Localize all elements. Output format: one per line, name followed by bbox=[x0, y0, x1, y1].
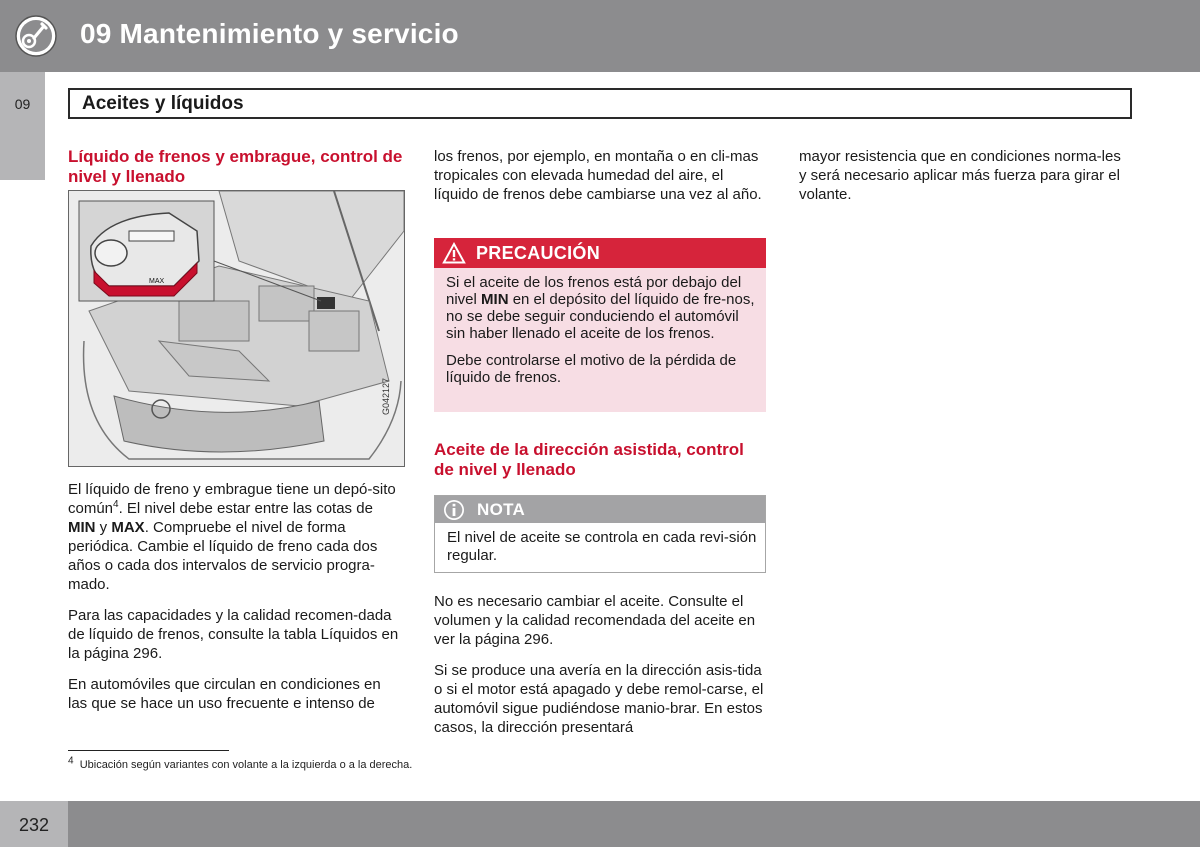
brake-fluid-subheading: Líquido de frenos y embrague, control de nivel y llenado bbox=[68, 147, 403, 186]
column-1-heading bbox=[68, 147, 403, 187]
text: en el depósito del líquido de fre-nos, no se debe seguir conduciendo el automóvil sin haber llenado el aceite de los frenos. bbox=[446, 291, 755, 342]
info-icon bbox=[443, 499, 465, 521]
paragraph: Debe controlarse el motivo de la pérdida de líquido de frenos. bbox=[446, 352, 737, 386]
power-steering-subheading: Aceite de la dirección asistida, control de nivel y llenado bbox=[434, 440, 744, 479]
paragraph: mayor resistencia que en condiciones norma-les y será necesario aplicar más fuerza para girar el volante. bbox=[799, 148, 1121, 203]
svg-text:MAX: MAX bbox=[149, 278, 165, 285]
engine-bay-illustration bbox=[68, 190, 405, 467]
paragraph: Para las capacidades y la calidad recomen-dada de líquido de frenos, consulte la tabla Líquidos en la página 296. bbox=[68, 607, 399, 662]
chapter-tab bbox=[0, 72, 45, 180]
footer-bar bbox=[0, 801, 1200, 847]
min-label: MIN bbox=[68, 519, 96, 536]
paragraph bbox=[68, 480, 403, 594]
warning-body bbox=[446, 274, 758, 396]
paragraph bbox=[446, 274, 758, 342]
paragraph: En automóviles que circulan en condiciones en las que se hace un uso frecuente e intenso de bbox=[68, 676, 381, 712]
warning-title: PRECAUCIÓN bbox=[476, 243, 601, 263]
page-number: 232 bbox=[18, 815, 50, 835]
wrench-gear-icon bbox=[14, 14, 58, 58]
section-title-box bbox=[68, 88, 1132, 119]
warning-box bbox=[434, 238, 766, 412]
text: . El nivel debe estar entre las cotas de bbox=[118, 500, 373, 517]
note-body: El nivel de aceite se controla en cada revi-sión regular. bbox=[447, 529, 757, 564]
note-box bbox=[434, 495, 766, 573]
note-title: NOTA bbox=[477, 500, 526, 519]
column-2-top bbox=[434, 147, 766, 216]
paragraph: Si se produce una avería en la dirección asis-tida o si el motor está apagado y debe remol-carse, el automóvil sigue pudiéndose manio-brar. En estos casos, la dirección presentará bbox=[434, 662, 764, 736]
warning-triangle-icon bbox=[442, 242, 466, 264]
column-3-text bbox=[799, 147, 1131, 216]
text: Si el aceite de los frenos está por debajo del nivel bbox=[446, 274, 742, 308]
chapter-title: 09 Mantenimiento y servicio bbox=[80, 18, 459, 49]
footnote-number: 4 bbox=[68, 755, 74, 767]
footnote bbox=[68, 755, 413, 771]
max-label: MAX bbox=[111, 519, 145, 536]
figure-code: G042127 bbox=[381, 377, 391, 415]
paragraph: No es necesario cambiar el aceite. Consulte el volumen y la calidad recomendada del aceite en ver la página 296. bbox=[434, 593, 756, 648]
text: El líquido de freno y embrague tiene un depó-sito común bbox=[68, 481, 396, 517]
warning-header bbox=[434, 238, 766, 268]
paragraph: los frenos, por ejemplo, en montaña o en cli-mas tropicales con elevada humedad del aire, el líquido de frenos debe cambiarse una vez al año. bbox=[434, 148, 762, 203]
text: y bbox=[95, 519, 112, 536]
column-1-text bbox=[68, 480, 403, 725]
column-2-heading bbox=[434, 440, 766, 480]
footnote-divider bbox=[68, 750, 229, 751]
text: . Compruebe el nivel de forma periódica. Cambie el líquido de freno cada dos años o cada dos intervalos de servicio progra-mado. bbox=[68, 519, 378, 593]
column-2-text bbox=[434, 592, 766, 749]
footnote-ref: 4 bbox=[113, 499, 119, 510]
engine-bay-drawing bbox=[69, 191, 404, 466]
note-header bbox=[435, 496, 765, 523]
min-label: MIN bbox=[481, 291, 509, 308]
chapter-tab-label: 09 bbox=[14, 96, 31, 112]
section-title: Aceites y líquidos bbox=[82, 93, 244, 114]
footnote-text: Ubicación según variantes con volante a la izquierda o a la derecha. bbox=[79, 759, 413, 771]
